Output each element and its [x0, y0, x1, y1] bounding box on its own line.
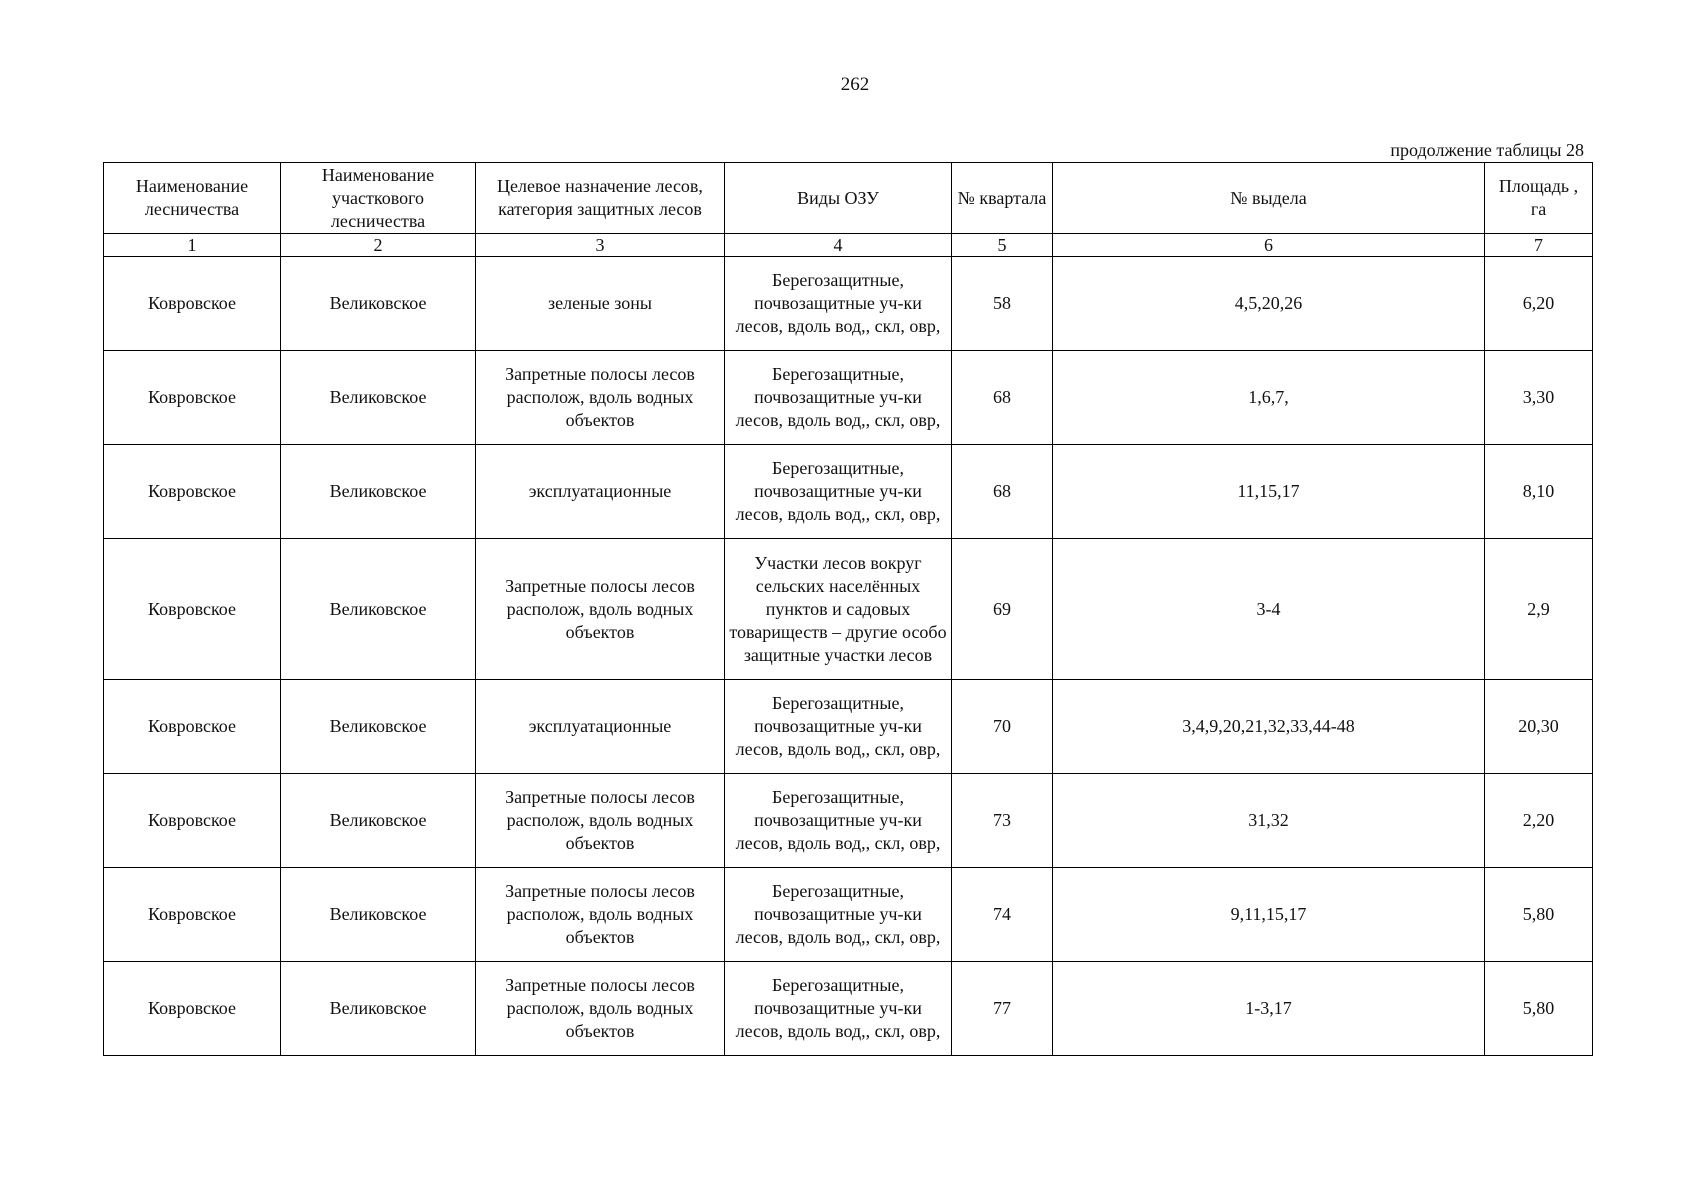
cell-purpose: Запретные полосы лесов располож, вдоль водных объектов — [476, 962, 725, 1056]
cell-ozu: Берегозащитные, почвозащитные уч-ки лесов, вдоль вод,, скл, овр, — [725, 351, 952, 445]
cell-quarter: 70 — [952, 680, 1053, 774]
cell-purpose: Запретные полосы лесов располож, вдоль водных объектов — [476, 539, 725, 680]
cell-ozu: Берегозащитные, почвозащитные уч-ки лесов, вдоль вод,, скл, овр, — [725, 445, 952, 539]
cell-district: Великовское — [281, 257, 476, 351]
column-number: 1 — [104, 234, 281, 257]
cell-ozu: Берегозащитные, почвозащитные уч-ки лесов, вдоль вод,, скл, овр, — [725, 962, 952, 1056]
table-row — [104, 868, 1593, 962]
cell-forestry: Ковровское — [104, 539, 281, 680]
table-row — [104, 445, 1593, 539]
header-forestry: Наименование лесничества — [104, 163, 281, 234]
cell-ozu: Берегозащитные, почвозащитные уч-ки лесов, вдоль вод,, скл, овр, — [725, 774, 952, 868]
cell-quarter: 58 — [952, 257, 1053, 351]
column-number: 5 — [952, 234, 1053, 257]
cell-district: Великовское — [281, 680, 476, 774]
cell-area: 3,30 — [1485, 351, 1593, 445]
cell-quarter: 74 — [952, 868, 1053, 962]
cell-plots: 3-4 — [1053, 539, 1485, 680]
column-number: 3 — [476, 234, 725, 257]
table-row — [104, 257, 1593, 351]
cell-forestry: Ковровское — [104, 774, 281, 868]
column-number: 7 — [1485, 234, 1593, 257]
cell-forestry: Ковровское — [104, 680, 281, 774]
cell-area: 2,20 — [1485, 774, 1593, 868]
cell-area: 5,80 — [1485, 962, 1593, 1056]
cell-area: 2,9 — [1485, 539, 1593, 680]
cell-plots: 9,11,15,17 — [1053, 868, 1485, 962]
cell-quarter: 68 — [952, 351, 1053, 445]
table-row — [104, 539, 1593, 680]
cell-ozu: Берегозащитные, почвозащитные уч-ки лесов, вдоль вод,, скл, овр, — [725, 257, 952, 351]
cell-quarter: 73 — [952, 774, 1053, 868]
header-area: Площадь , га — [1485, 163, 1593, 234]
cell-forestry: Ковровское — [104, 445, 281, 539]
cell-quarter: 69 — [952, 539, 1053, 680]
cell-forestry: Ковровское — [104, 868, 281, 962]
cell-quarter: 77 — [952, 962, 1053, 1056]
cell-area: 6,20 — [1485, 257, 1593, 351]
cell-plots: 4,5,20,26 — [1053, 257, 1485, 351]
cell-ozu: Берегозащитные, почвозащитные уч-ки лесов, вдоль вод,, скл, овр, — [725, 680, 952, 774]
cell-ozu: Участки лесов вокруг сельских населённых пунктов и садовых товариществ – другие особо защитные участки лесов — [725, 539, 952, 680]
cell-purpose: эксплуатационные — [476, 445, 725, 539]
cell-district: Великовское — [281, 868, 476, 962]
cell-district: Великовское — [281, 774, 476, 868]
table-row — [104, 962, 1593, 1056]
column-number: 2 — [281, 234, 476, 257]
header-plots: № выдела — [1053, 163, 1485, 234]
header-row — [104, 163, 1593, 234]
cell-quarter: 68 — [952, 445, 1053, 539]
column-number: 4 — [725, 234, 952, 257]
cell-purpose: Запретные полосы лесов располож, вдоль водных объектов — [476, 351, 725, 445]
cell-purpose: Запретные полосы лесов располож, вдоль водных объектов — [476, 868, 725, 962]
cell-plots: 3,4,9,20,21,32,33,44-48 — [1053, 680, 1485, 774]
cell-purpose: Запретные полосы лесов располож, вдоль водных объектов — [476, 774, 725, 868]
cell-area: 5,80 — [1485, 868, 1593, 962]
cell-plots: 1-3,17 — [1053, 962, 1485, 1056]
cell-plots: 11,15,17 — [1053, 445, 1485, 539]
forest-protection-table — [103, 162, 1593, 1056]
header-purpose: Целевое назначение лесов, категория защитных лесов — [476, 163, 725, 234]
cell-plots: 31,32 — [1053, 774, 1485, 868]
cell-area: 20,30 — [1485, 680, 1593, 774]
cell-forestry: Ковровское — [104, 351, 281, 445]
cell-forestry: Ковровское — [104, 962, 281, 1056]
table-row — [104, 774, 1593, 868]
column-number-row — [104, 234, 1593, 257]
header-district: Наименование участкового лесничества — [281, 163, 476, 234]
table-row — [104, 351, 1593, 445]
cell-purpose: зеленые зоны — [476, 257, 725, 351]
cell-ozu: Берегозащитные, почвозащитные уч-ки лесов, вдоль вод,, скл, овр, — [725, 868, 952, 962]
cell-district: Великовское — [281, 539, 476, 680]
header-quarter: № квартала — [952, 163, 1053, 234]
table-caption: продолжение таблицы 28 — [1390, 140, 1584, 160]
cell-district: Великовское — [281, 962, 476, 1056]
header-ozu: Виды ОЗУ — [725, 163, 952, 234]
cell-forestry: Ковровское — [104, 257, 281, 351]
page-number: 262 — [840, 74, 870, 95]
cell-district: Великовское — [281, 351, 476, 445]
cell-plots: 1,6,7, — [1053, 351, 1485, 445]
cell-district: Великовское — [281, 445, 476, 539]
column-number: 6 — [1053, 234, 1485, 257]
table-row — [104, 680, 1593, 774]
cell-purpose: эксплуатационные — [476, 680, 725, 774]
cell-area: 8,10 — [1485, 445, 1593, 539]
